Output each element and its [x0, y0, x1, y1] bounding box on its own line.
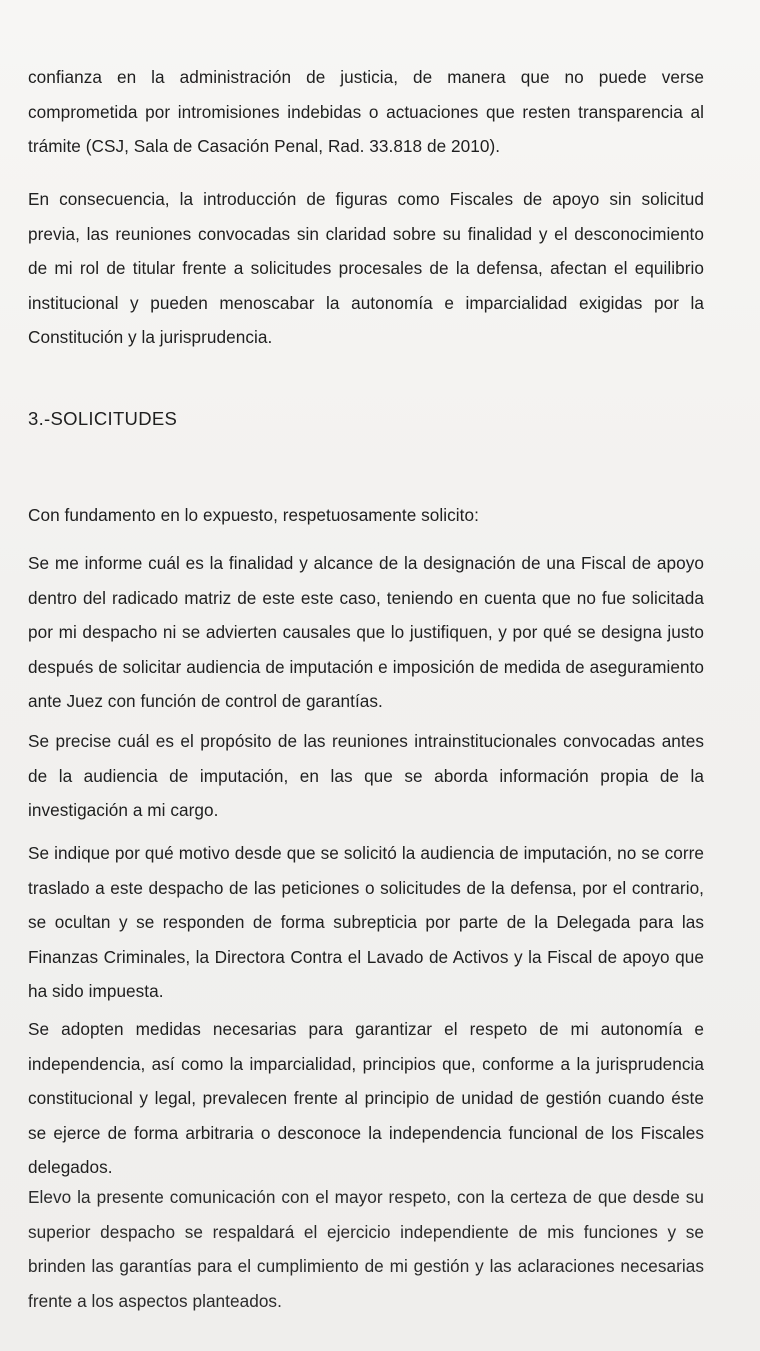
request-item-1: Se me informe cuál es la finalidad y alcance de la designación de una Fiscal de apoyo dentro del radicado matriz de este este caso, teniendo en cuenta que no fue solicitada por mi despacho ni se advierten causales que lo justifiquen, y por qué se designa justo después de solicitar audiencia de imputación e imposición de medida de aseguramiento ante Juez con función de control de garantías.	[28, 553, 704, 712]
paragraph-closing: Elevo la presente comunicación con el mayor respeto, con la certeza de que desde su superior despacho se respaldará el ejercicio independiente de mis funciones y se brinden las garantías para el cumplimiento de mi gestión y las aclaraciones necesarias frente a los aspectos planteados.	[28, 1187, 704, 1311]
request-item-4: Se adopten medidas necesarias para garantizar el respeto de mi autonomía e independencia, así como la imparcialidad, principios que, conforme a la jurisprudencia constitucional y legal, prevalecen frente al principio de unidad de gestión cuando éste se ejerce de forma arbitraria o desconoce la independencia funcional de los Fiscales delegados.	[28, 1019, 704, 1178]
paragraph-lead: Con fundamento en lo expuesto, respetuosamente solicito:	[28, 505, 479, 525]
request-item-3: Se indique por qué motivo desde que se solicitó la audiencia de imputación, no se corre traslado a este despacho de las peticiones o solicitudes de la defensa, por el contrario, se ocultan y se responden de forma subrepticia por parte de la Delegada para las Finanzas Criminales, la Directora Contra el Lavado de Activos y la Fiscal de apoyo que ha sido impuesta.	[28, 843, 704, 1002]
paragraph-citation: confianza en la administración de justicia, de manera que no puede verse comprometida por intromisiones indebidas o actuaciones que resten transparencia al trámite (CSJ, Sala de Casación Penal, Rad. 33.818 de 2010).	[28, 67, 704, 157]
paragraph-consequence: En consecuencia, la introducción de figuras como Fiscales de apoyo sin solicitud previa, las reuniones convocadas sin claridad sobre su finalidad y el desconocimiento de mi rol de titular frente a solicitudes procesales de la defensa, afectan el equilibrio institucional y pueden menoscabar la autonomía e imparcialidad exigidas por la Constitución y la jurisprudencia.	[28, 189, 704, 348]
request-item-2: Se precise cuál es el propósito de las reuniones intrainstitucionales convocadas antes de la audiencia de imputación, en las que se aborda información propia de la investigación a mi cargo.	[28, 731, 704, 821]
section-heading: 3.-SOLICITUDES	[28, 408, 178, 429]
